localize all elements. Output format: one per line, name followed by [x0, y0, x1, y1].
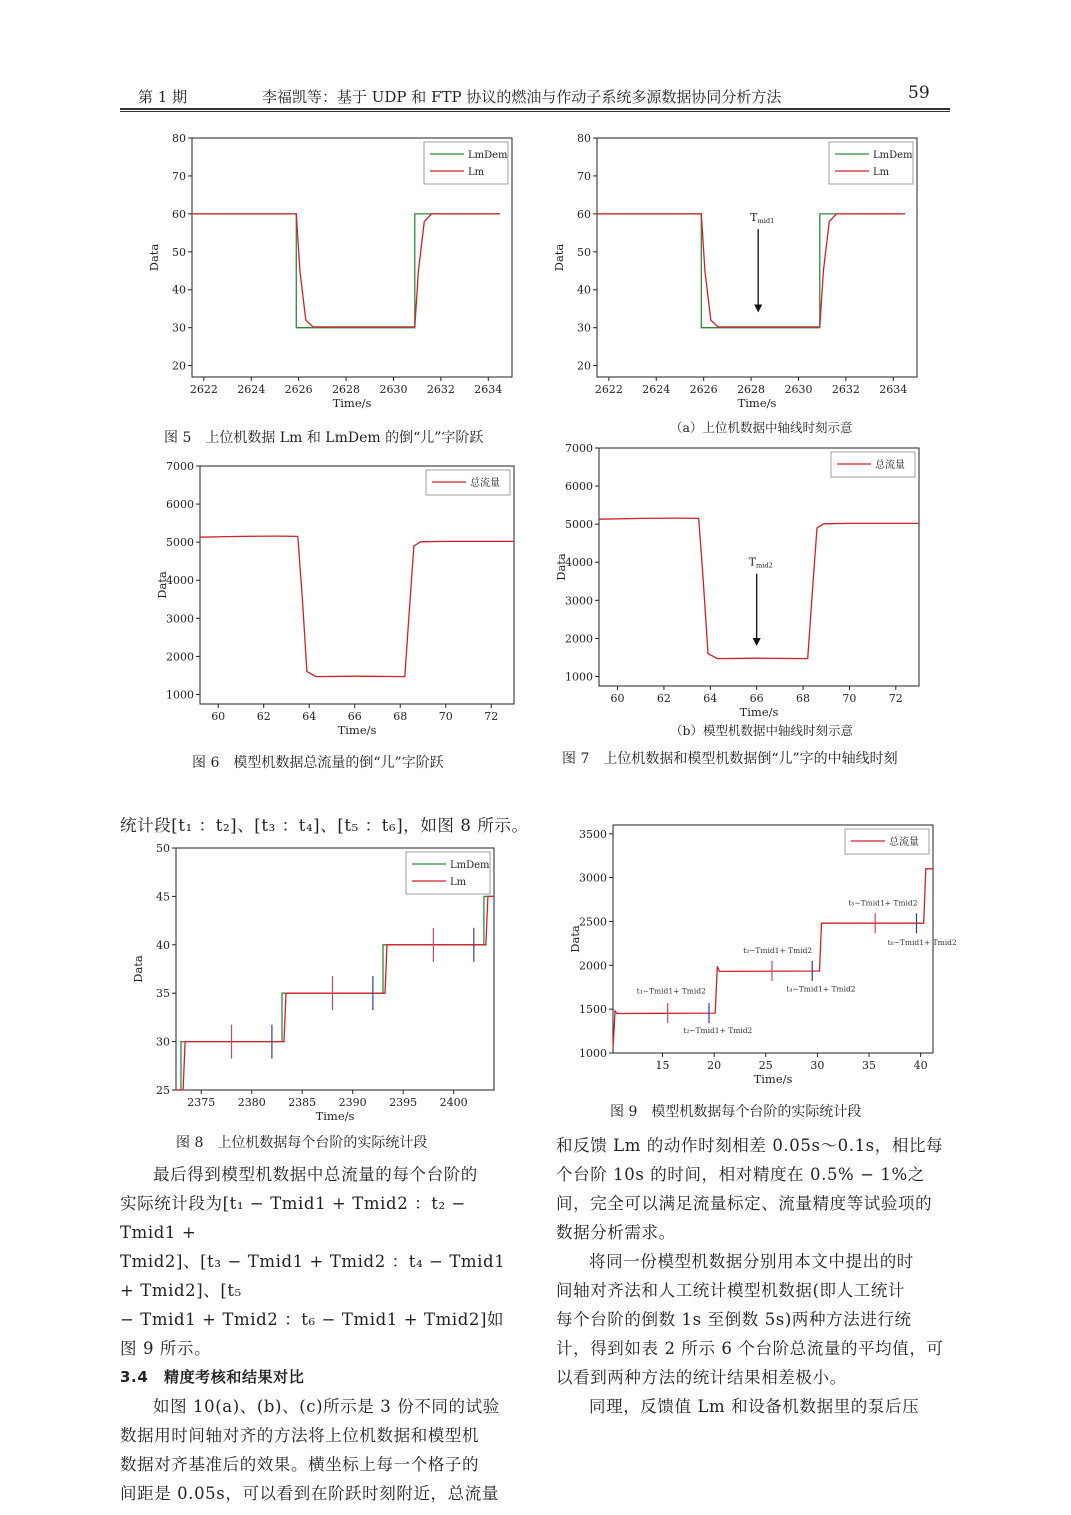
legend-label: Lm — [450, 877, 467, 888]
series-line-总流量 — [599, 518, 919, 659]
x-tick-label: 2622 — [189, 383, 218, 396]
figure-7a-chart — [545, 128, 935, 418]
journal-issue: 第 1 期 — [138, 88, 188, 106]
legend-label: LmDem — [450, 860, 490, 871]
y-tick-label: 3000 — [579, 871, 607, 885]
figure-8-caption: 图 8 上位机数据每个台阶的实际统计段 — [176, 1135, 428, 1151]
y-tick-label: 5000 — [166, 536, 194, 550]
y-tick-label: 2000 — [579, 959, 607, 973]
y-tick-label: 5000 — [565, 518, 593, 532]
x-tick-label: 62 — [256, 710, 271, 723]
paragraph-line: 间轴对齐法和人工统计模型机数据(即人工统计 — [556, 1281, 906, 1300]
figure-7a-subcaption: （a）上位机数据中轴线时刻示意 — [670, 420, 853, 435]
annotation-label: Tmid1 — [750, 211, 775, 226]
annotation-arrow-head — [754, 305, 762, 313]
y-tick-label: 3000 — [565, 594, 593, 608]
x-tick-label: 2375 — [187, 1096, 216, 1109]
x-tick-label: 20 — [707, 1059, 722, 1072]
y-tick-label: 4000 — [166, 574, 194, 588]
y-axis-label: Data — [552, 243, 566, 272]
y-tick-label: 35 — [156, 987, 170, 1001]
paragraph-line: 数据分析需求。 — [556, 1223, 676, 1242]
y-tick-label: 40 — [172, 283, 186, 297]
series-line-Lm — [192, 214, 500, 327]
x-tick-label: 2628 — [332, 383, 361, 396]
y-tick-label: 70 — [577, 169, 591, 183]
y-axis-label: Data — [568, 925, 582, 953]
x-tick-label: 2632 — [831, 383, 860, 396]
x-axis-label: Time/s — [753, 1072, 793, 1086]
x-tick-label: 68 — [393, 710, 408, 723]
figure-8-chart — [130, 838, 510, 1126]
paragraph-line: 数据用时间轴对齐的方法将上位机数据和模型机 — [120, 1426, 480, 1445]
x-tick-label: 2624 — [237, 383, 266, 396]
y-tick-label: 30 — [172, 321, 186, 335]
y-tick-label: 6000 — [565, 480, 593, 494]
x-tick-label: 2630 — [379, 383, 408, 396]
x-tick-label: 2634 — [474, 383, 503, 396]
x-tick-label: 2390 — [338, 1096, 367, 1109]
y-tick-label: 70 — [172, 169, 186, 183]
stat-segment-line: 统计段[t₁ ：t₂]、[t₃ ：t₄]、[t₅ ：t₆]，如图 8 所示。 — [120, 816, 529, 835]
paragraph-line: 数据对齐基准后的效果。横坐标上每一个格子的 — [120, 1455, 480, 1474]
x-tick-label: 60 — [211, 710, 226, 723]
paragraph-line: 每个台阶的倒数 1s 至倒数 5s)两种方法进行统 — [556, 1310, 912, 1329]
y-tick-label: 45 — [156, 890, 170, 904]
series-line-总流量 — [613, 869, 933, 1049]
y-tick-label: 20 — [577, 359, 591, 373]
segment-annotation: t₄−Tmid1+ Tmid2 — [786, 984, 856, 994]
series-line-Lm — [176, 896, 494, 1090]
figure-7b-chart — [545, 440, 935, 722]
legend-label: Lm — [873, 167, 890, 178]
y-tick-label: 30 — [156, 1035, 170, 1049]
y-tick-label: 80 — [172, 132, 186, 145]
x-tick-label: 68 — [796, 692, 811, 705]
series-line-总流量 — [200, 536, 514, 677]
x-tick-label: 60 — [610, 692, 625, 705]
x-axis-label: Time/s — [332, 396, 372, 410]
x-tick-label: 66 — [347, 710, 362, 723]
x-tick-label: 25 — [758, 1059, 773, 1072]
annotation-arrow-head — [753, 638, 761, 646]
x-tick-label: 64 — [302, 710, 317, 723]
segment-annotation: t₃−Tmid1+ Tmid2 — [743, 946, 813, 956]
running-title: 李福凯等：基于 UDP 和 FTP 协议的燃油与作动子系统多源数据协同分析方法 — [262, 88, 782, 106]
x-tick-label: 70 — [438, 710, 453, 723]
y-tick-label: 80 — [577, 132, 591, 145]
x-tick-label: 70 — [842, 692, 857, 705]
plot-frame — [613, 825, 933, 1053]
plot-frame — [200, 466, 514, 704]
legend-label: LmDem — [468, 150, 508, 161]
annotation-label: Tmid2 — [748, 555, 773, 570]
header-rule — [120, 108, 950, 110]
x-axis-label: Time/s — [337, 723, 377, 737]
x-axis-label: Time/s — [737, 396, 777, 410]
y-tick-label: 2500 — [579, 915, 607, 929]
x-tick-label: 2400 — [439, 1096, 468, 1109]
y-tick-label: 50 — [172, 245, 186, 259]
y-axis-label: Data — [131, 955, 145, 983]
series-line-LmDem — [597, 214, 905, 328]
page-number: 59 — [908, 83, 930, 103]
y-tick-label: 25 — [156, 1084, 170, 1097]
y-tick-label: 40 — [577, 283, 591, 297]
paragraph-line: 以看到两种方法的统计结果相差极小。 — [556, 1368, 847, 1387]
x-tick-label: 62 — [656, 692, 671, 705]
series-line-LmDem — [192, 214, 500, 328]
y-tick-label: 1500 — [579, 1003, 607, 1017]
paragraph-line: 个台阶 10s 的时间，相对精度在 0.5% − 1%之 — [556, 1165, 925, 1184]
paragraph-line: 间，完全可以满足流量标定、流量精度等试验项的 — [556, 1194, 933, 1213]
paragraph-line: 同理，反馈值 Lm 和设备机数据里的泵后压 — [589, 1397, 920, 1416]
figure-7b-subcaption: （b）模型机数据中轴线时刻示意 — [670, 723, 854, 738]
x-tick-label: 15 — [655, 1059, 670, 1072]
y-axis-label: Data — [147, 243, 161, 272]
x-tick-label: 2385 — [288, 1096, 317, 1109]
y-tick-label: 60 — [172, 207, 186, 221]
x-tick-label: 2630 — [784, 383, 813, 396]
y-axis-label: Data — [155, 571, 169, 599]
figure-7-caption: 图 7 上位机数据和模型机数据倒“儿”字的中轴线时刻 — [562, 751, 898, 767]
x-tick-label: 2380 — [237, 1096, 266, 1109]
paragraph-line: 将同一份模型机数据分别用本文中提出的时 — [589, 1252, 914, 1271]
x-tick-label: 2624 — [642, 383, 671, 396]
y-tick-label: 2000 — [565, 632, 593, 646]
y-axis-label: Data — [554, 553, 568, 581]
paragraph-line: 计，得到如表 2 所示 6 个台阶总流量的平均值，可 — [556, 1339, 944, 1358]
x-tick-label: 30 — [810, 1059, 825, 1072]
figure-9-caption: 图 9 模型机数据每个台阶的实际统计段 — [610, 1104, 862, 1120]
y-tick-label: 20 — [172, 359, 186, 373]
series-line-Lm — [597, 214, 905, 327]
x-tick-label: 2626 — [689, 383, 718, 396]
y-tick-label: 3500 — [579, 827, 607, 841]
x-tick-label: 66 — [749, 692, 764, 705]
paragraph-line: 间距是 0.05s，可以看到在阶跃时刻附近，总流量 — [120, 1484, 499, 1503]
y-tick-label: 50 — [156, 842, 170, 855]
y-tick-label: 1000 — [565, 670, 593, 684]
segment-annotation: t₅−Tmid1+ Tmid2 — [848, 898, 918, 908]
y-tick-label: 3000 — [166, 612, 194, 626]
paragraph-line: 最后得到模型机数据中总流量的每个台阶的 — [153, 1165, 478, 1184]
segment-annotation: t₆−Tmid1+ Tmid2 — [887, 938, 957, 948]
x-axis-label: Time/s — [739, 705, 779, 719]
paragraph-line: − Tmid1 + Tmid2 ：t₆ − Tmid1 + Tmid2]如图 9 所示。 — [120, 1310, 505, 1358]
right-column-text — [556, 1131, 954, 1421]
y-tick-label: 1000 — [579, 1047, 607, 1060]
x-tick-label: 64 — [703, 692, 718, 705]
x-tick-label: 2626 — [284, 383, 313, 396]
y-tick-label: 1000 — [166, 688, 194, 702]
figure-5-chart — [140, 128, 530, 418]
x-tick-label: 2634 — [879, 383, 908, 396]
left-column-text — [120, 1160, 518, 1508]
legend-label: 总流量 — [875, 460, 905, 471]
figure-9-chart — [555, 815, 957, 1095]
x-tick-label: 2395 — [389, 1096, 418, 1109]
paragraph-line: 如图 10(a)、(b)、(c)所示是 3 份不同的试验 — [153, 1397, 500, 1416]
figure-6-caption: 图 6 模型机数据总流量的倒“儿”字阶跃 — [192, 755, 444, 771]
x-tick-label: 2622 — [594, 383, 623, 396]
y-tick-label: 7000 — [166, 460, 194, 473]
legend-label: Lm — [468, 167, 485, 178]
x-axis-label: Time/s — [315, 1109, 355, 1123]
legend-label: LmDem — [873, 150, 913, 161]
y-tick-label: 30 — [577, 321, 591, 335]
x-tick-label: 35 — [862, 1059, 876, 1072]
figure-5-caption: 图 5 上位机数据 Lm 和 LmDem 的倒“儿”字阶跃 — [164, 430, 484, 446]
x-tick-label: 2632 — [426, 383, 455, 396]
y-tick-label: 7000 — [565, 442, 593, 455]
segment-annotation: t₂−Tmid1+ Tmid2 — [683, 1025, 753, 1035]
x-tick-label: 72 — [888, 692, 903, 705]
y-tick-label: 40 — [156, 938, 170, 952]
legend-label: 总流量 — [889, 837, 919, 848]
paragraph-line: 和反馈 Lm 的动作时刻相差 0.05s～0.1s，相比每 — [556, 1136, 944, 1155]
y-tick-label: 50 — [577, 245, 591, 259]
segment-annotation: t₁−Tmid1+ Tmid2 — [636, 986, 706, 996]
legend-box — [424, 142, 508, 184]
section-heading: 3.4 精度考核和结果对比 — [120, 1368, 305, 1386]
header-rule-thin — [120, 111, 950, 112]
paragraph-line: Tmid2]、[t₃ − Tmid1 + Tmid2 ：t₄ − Tmid1 + Tmid2]、[t₅ — [120, 1252, 506, 1300]
legend-box — [829, 142, 913, 184]
y-tick-label: 6000 — [166, 498, 194, 512]
x-tick-label: 2628 — [737, 383, 766, 396]
x-tick-label: 40 — [913, 1059, 928, 1072]
x-tick-label: 72 — [484, 710, 499, 723]
figure-6-chart — [140, 458, 530, 740]
legend-box — [406, 852, 490, 894]
paragraph-line: 实际统计段为[t₁ − Tmid1 + Tmid2 ：t₂ − Tmid1 + — [120, 1194, 466, 1242]
y-tick-label: 60 — [577, 207, 591, 221]
legend-label: 总流量 — [470, 478, 500, 489]
y-tick-label: 4000 — [565, 556, 593, 570]
y-tick-label: 2000 — [166, 650, 194, 664]
